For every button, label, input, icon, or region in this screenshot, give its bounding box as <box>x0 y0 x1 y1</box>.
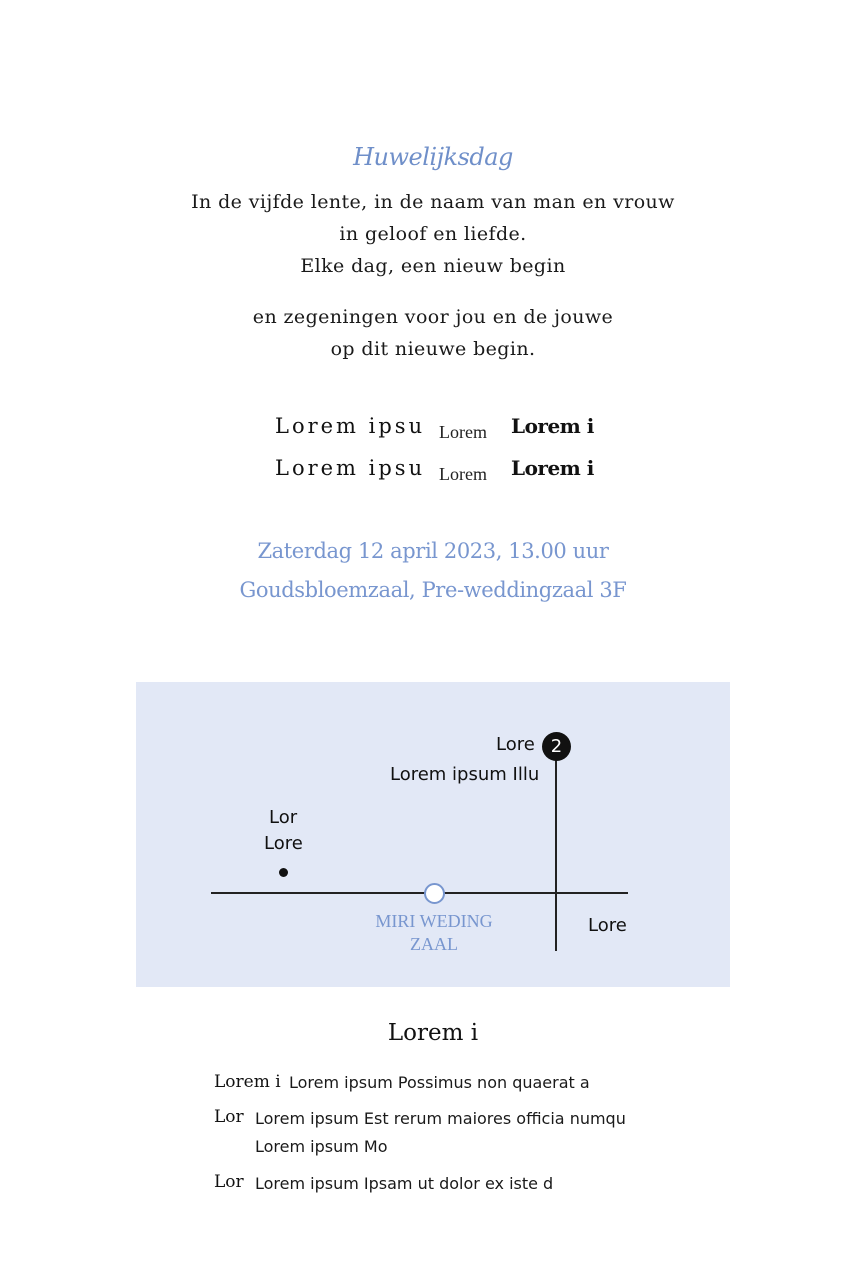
poem-stanza-2 <box>0 301 866 365</box>
map-right-label: Lore <box>588 915 627 936</box>
poem-line: op dit nieuwe begin. <box>330 338 536 360</box>
event-location: Goudsbloemzaal, Pre-weddingzaal 3F <box>239 578 627 602</box>
map-road-vertical <box>555 748 557 951</box>
map-pin-icon: 2 <box>542 732 571 761</box>
poem-stanza-1 <box>0 186 866 282</box>
venue-label-line: ZAAL <box>410 934 458 954</box>
info-text: Lorem ipsum Est rerum maiores officia numqu <box>255 1109 626 1128</box>
venue-label-line: MIRI WEDING <box>375 911 493 931</box>
name-connector: Lorem <box>439 422 487 442</box>
poem-line: In de vijfde lente, in de naam van man en vrouw <box>191 191 675 213</box>
poem-line: in geloof en liefde. <box>339 223 527 245</box>
name-primary: Lorem ipsu <box>275 456 426 480</box>
info-title: Lorem i <box>387 1020 479 1046</box>
poem-line: Elke dag, een nieuw begin <box>300 255 566 277</box>
info-key: Lor <box>214 1107 244 1127</box>
venue-marker-icon <box>424 883 445 904</box>
name-connector: Lorem <box>439 464 487 484</box>
info-key: Lor <box>214 1172 244 1192</box>
info-text: Lorem ipsum Mo <box>255 1137 388 1156</box>
venue-label <box>358 910 510 956</box>
map-pin-sublabel: Lorem ipsum Illu <box>390 764 540 785</box>
location-map <box>136 682 730 987</box>
name-secondary: Lorem i <box>511 414 594 438</box>
info-text: Lorem ipsum Possimus non quaerat a <box>289 1073 590 1092</box>
poem-line: en zegeningen voor jou en de jouwe <box>252 306 614 328</box>
map-left-label: Lor <box>269 807 298 828</box>
map-left-label: Lore <box>264 833 303 854</box>
name-primary: Lorem ipsu <box>275 414 426 438</box>
name-secondary: Lorem i <box>511 456 594 480</box>
event-datetime: Zaterdag 12 april 2023, 13.00 uur <box>257 539 609 563</box>
info-key: Lorem i <box>214 1072 281 1092</box>
map-pin-label: Lore <box>496 734 535 755</box>
script-title: Huwelijksdag <box>353 143 513 171</box>
map-road-horizontal <box>211 892 628 894</box>
map-dot-icon <box>279 868 288 877</box>
info-text: Lorem ipsum Ipsam ut dolor ex iste d <box>255 1174 554 1193</box>
